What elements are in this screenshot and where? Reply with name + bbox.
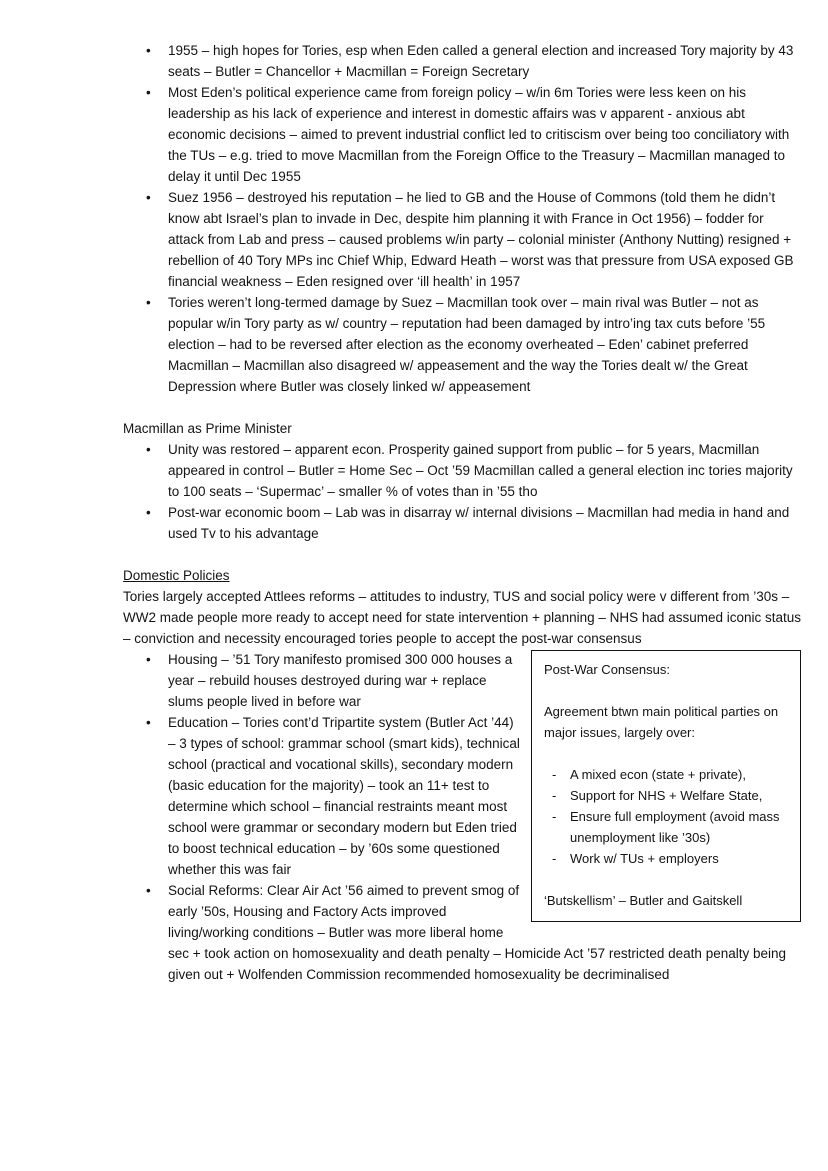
box-title: Post-War Consensus: — [544, 662, 670, 677]
eden-years-list — [123, 40, 801, 397]
bullet-item: • 1955 – high hopes for Tories, esp when Eden called a general election and increased Tory majority by 43 seats – Butler = Chancellor + Macmillan = Foreign Secretary — [123, 40, 801, 82]
bullet-item: • Suez 1956 – destroyed his reputation – he lied to GB and the House of Commons (told them he didn’t know abt Israel’s plan to invade in Dec, despite him planning it with France in Oct 1956) – fodder for attack from Lab and press – caused problems w/in party – colonial minister (Anthony Nutting) resigned + rebellion of 40 Tory MPs inc Chief Whip, Edward Heath – worst was that pressure from USA exposed GB financial weakness – Eden resigned over ‘ill health’ in 1957 — [123, 187, 801, 292]
macmillan-list — [123, 439, 801, 544]
domestic-intro: Tories largely accepted Attlees reforms – attitudes to industry, TUS and social policy were v different from ’30s – WW2 made people more ready to accept need for state intervention + planning – NHS had assumed iconic status – conviction and necessity encouraged tories people to accept the post-war consensus — [123, 589, 801, 646]
bullet-item: • Tories weren’t long-termed damage by Suez – Macmillan took over – main rival was Butler – not as popular w/in Tory party as w/ country – reputation had been damaged by intro’ing tax cuts before ’55 election – had to be reversed after election as the economy overheated – Eden’ cabinet preferred Macmillan – Macmillan also disagreed w/ appeasement and the way the Tories dealt w/ the Great Depression where Butler was closely linked w/ appeasement — [123, 292, 801, 397]
macmillan-heading: Macmillan as Prime Minister — [123, 421, 292, 436]
bullet-item: • Education – Tories cont’d Tripartite system (Butler Act ’44) – 3 types of school: grammar school (smart kids), technical school (practical and vocational skills), secondary modern (basic education for the majority) – took an 11+ test to determine which school – financial restraints meant most school were grammar or secondary modern but Eden tried to boost technical education – by ’60s some questioned whether this was fair — [123, 712, 801, 880]
bullet-item: • Social Reforms: Clear Air Act ’56 aimed to prevent smog of early ’50s, Housing and Factory Acts improved living/working conditions – Butler was more liberal home sec + took action on homosexuality and death penalty – Homicide Act ’57 restricted death penalty being given out + Wolfenden Commission recommended homosexuality be decriminalised — [123, 880, 801, 985]
box-footer: ‘Butskellism’ – Butler and Gaitskell — [544, 893, 743, 908]
box-item: - A mixed econ (state + private), — [544, 764, 788, 785]
bullet-item: • Most Eden’s political experience came from foreign policy – w/in 6m Tories were less keen on his leadership as his lack of experience and interest in domestic affairs was v apparent - anxious abt economic decisions – aimed to prevent industrial conflict led to critiscism over being too conciliatory with the TUs – e.g. tried to move Macmillan from the Foreign Office to the Treasury – Macmillan managed to delay it until Dec 1955 — [123, 82, 801, 187]
bullet-item: • Post-war economic boom – Lab was in disarray w/ internal divisions – Macmillan had media in hand and used Tv to his advantage — [123, 502, 801, 544]
domestic-heading: Domestic Policies — [123, 568, 230, 583]
box-intro: Agreement btwn main political parties on major issues, largely over: — [544, 704, 779, 740]
domestic-list — [123, 649, 801, 985]
box-item: - Work w/ TUs + employers — [544, 848, 788, 869]
bullet-item: • Unity was restored – apparent econ. Prosperity gained support from public – for 5 years, Macmillan appeared in control – Butler = Home Sec – Oct ’59 Macmillan called a general election inc tories majority to 100 seats – ‘Supermac’ – smaller % of votes than in ’55 tho — [123, 439, 801, 502]
box-item: - Support for NHS + Welfare State, — [544, 785, 788, 806]
box-item: - Ensure full employment (avoid mass unemployment like ’30s) — [544, 806, 788, 848]
bullet-item: • Housing – ’51 Tory manifesto promised 300 000 houses a year – rebuild houses destroyed during war + replace slums people lived in before war — [123, 649, 801, 712]
